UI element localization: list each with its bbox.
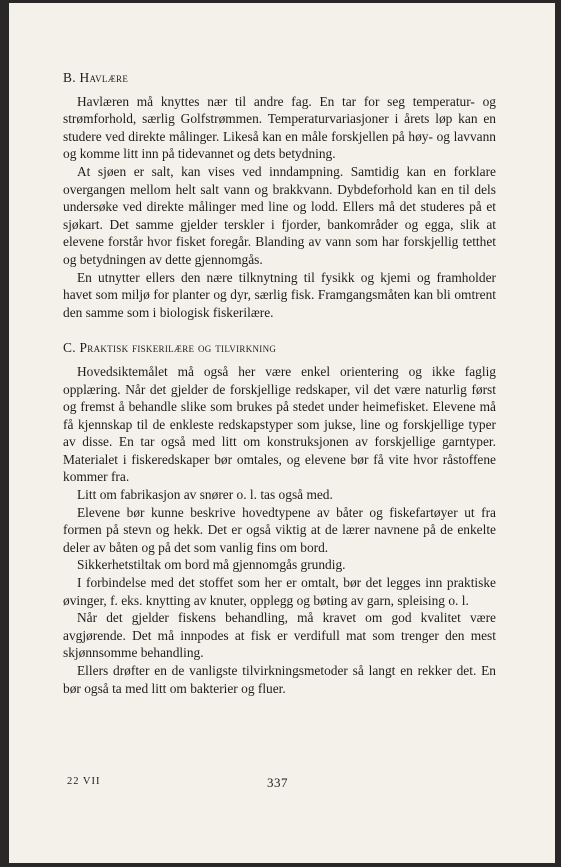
section-heading-b: B. Havlære bbox=[63, 70, 129, 85]
body-paragraph: En utnytter ellers den nære tilknytning til fysikk og kjemi og framholder havet som miljø for planter og dyr, særlig fisk. Framgangsmåten kan bli omtrent den samme som i biologisk fiskerilære. bbox=[63, 269, 496, 320]
book-page bbox=[9, 3, 555, 863]
page-number: 337 bbox=[267, 775, 288, 790]
body-paragraph: I forbindelse med det stoffet som her er omtalt, bør det legges inn praktiske øvinger, f. eks. knytting av knuter, opplegg og bøting av garn, spleising o. l. bbox=[63, 575, 496, 608]
body-paragraph: Sikkerhetstiltak om bord må gjennomgås grundig. bbox=[77, 557, 346, 573]
signature-mark: 22 VII bbox=[67, 776, 101, 787]
body-paragraph: At sjøen er salt, kan vises ved inndampning. Samtidig kan en forklare overgangen mellom helt salt vann og brakkvann. Dybdeforhold kan en til dels undersøke ved direkte målinger med line og lodd. Ellers må det studeres på et sjøkart. Det samme gjelder terskler i fjorder, bankområder og egga, slik at elevene forstår hvor fisket foregår. Blanding av vann som har forskjellig tetthet og betydningen av dette gjennomgås. bbox=[63, 163, 496, 267]
body-paragraph: Ellers drøfter en de vanligste tilvirkningsmetoder så langt en rekker det. En bør også ta med litt om bakterier og fluer. bbox=[63, 663, 496, 696]
body-paragraph: Litt om fabrikasjon av snører o. l. tas også med. bbox=[77, 487, 333, 503]
body-paragraph: Når det gjelder fiskens behandling, må kravet om god kvalitet være avgjørende. Det må innpodes at fisk er verdifull mat som trenger den mest skjønnsomme behandling. bbox=[63, 610, 496, 661]
body-paragraph: Elevene bør kunne beskrive hovedtypene av båter og fiskefartøyer ut fra formen på stevn og hekk. Det er også viktig at de lærer navnene på de enkelte deler av båten og på det som vanlig fins om bord. bbox=[63, 504, 496, 555]
page-content bbox=[63, 69, 496, 697]
body-paragraph: Havlæren må knyttes nær til andre fag. En tar for seg temperatur- og strømforhold, særlig Golfstrømmen. Temperaturvariasjoner i årets løp kan en studere ved direkte målinger. Likeså kan en måle forskjellen på høy- og lavvann og komme litt inn på tidevannet og dets betydning. bbox=[63, 93, 496, 162]
body-paragraph: Hovedsiktemålet må også her være enkel orientering og ikke faglig opplæring. Når det gjelder de forskjellige redskaper, vil det være naturlig først og fremst å behandle slike som brukes på stedet under heimefisket. Elevene må få kjennskap til de enkleste redskapstyper som jukse, line og forskjellige typer av disse. En tar også med litt om konstruksjonen av forskjellige garntyper. Materialet i fiskeredskaper bør omtales, og elevene bør få vite hvor råstoffene kommer fra. bbox=[63, 363, 496, 485]
section-heading-c: C. Praktisk fiskerilære og tilvirkning bbox=[63, 340, 277, 356]
